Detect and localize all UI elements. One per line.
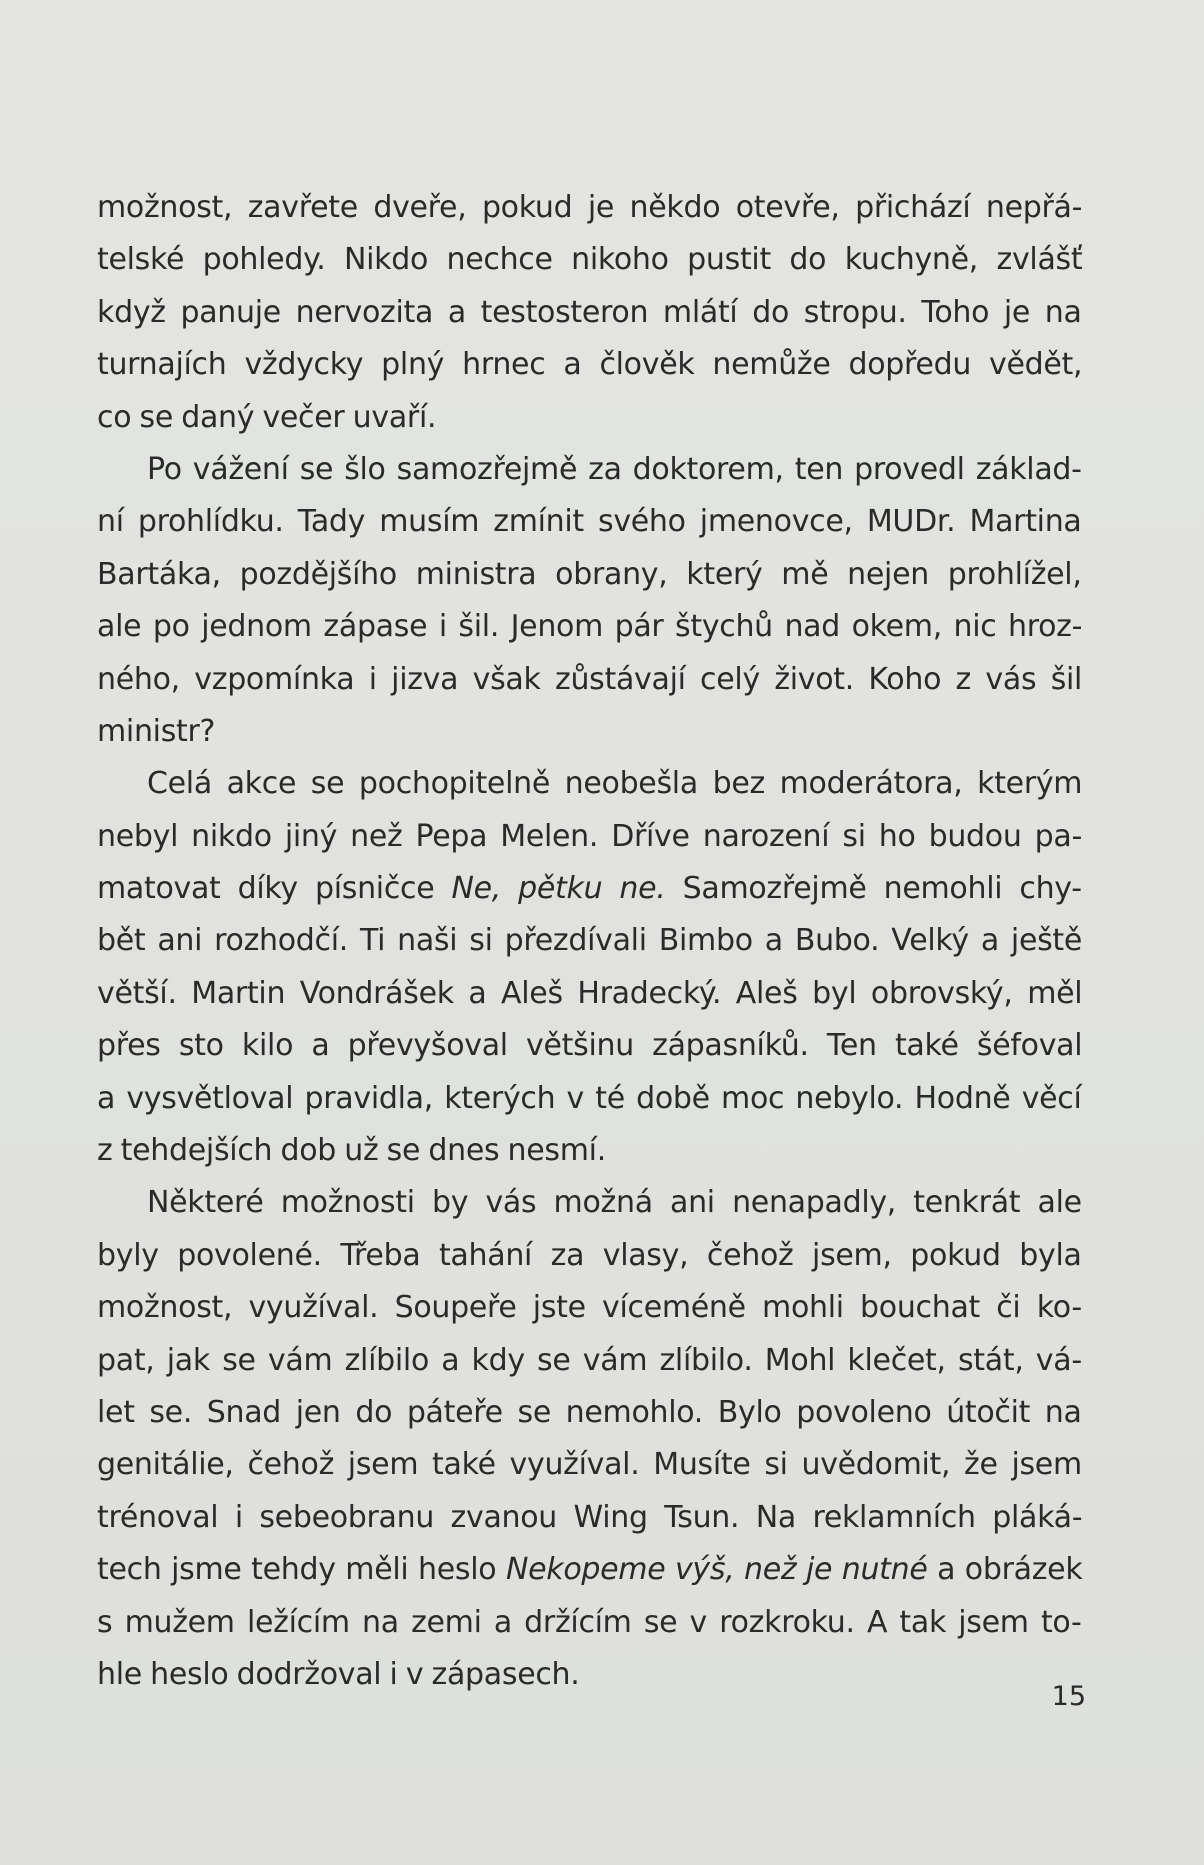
- text-line: [97, 182, 1082, 234]
- text-segment: Celá akce se pochopitelně neobešla bez moderátora, kterým: [147, 766, 1083, 802]
- text-segment: s mužem ležícím na zemi a držícím se v rozkroku. A tak jsem to-: [97, 1604, 1082, 1640]
- text-segment: co se daný večer uvaří.: [97, 399, 437, 435]
- body-text: [97, 182, 1082, 1701]
- text-segment: Po vážení se šlo samozřejmě za doktorem, ten provedl základ-: [147, 451, 1082, 487]
- text-line: [97, 1125, 1082, 1177]
- text-segment: z tehdejších dob už se dnes nesmí.: [97, 1133, 606, 1169]
- paragraph: [97, 758, 1082, 1177]
- text-line: [97, 287, 1082, 339]
- text-line: [97, 601, 1082, 653]
- text-line: [97, 968, 1082, 1020]
- text-line: [97, 1597, 1082, 1649]
- paragraph: [97, 182, 1082, 444]
- text-segment: matovat díky písničce: [97, 871, 452, 907]
- text-segment: Bartáka, pozdějšího ministra obrany, který mě nejen prohlížel,: [97, 556, 1082, 592]
- text-segment: ného, vzpomínka i jizva však zůstávají celý život. Koho z vás šil: [97, 661, 1083, 697]
- text-line: [97, 1230, 1082, 1282]
- text-segment: pat, jak se vám zlíbilo a kdy se vám zlíbilo. Mohl klečet, stát, vá-: [97, 1342, 1082, 1378]
- text-line: [97, 392, 1082, 444]
- text-line: [97, 1282, 1082, 1334]
- text-line: [97, 811, 1082, 863]
- text-line: [97, 1073, 1082, 1125]
- text-line: [97, 1177, 1082, 1229]
- text-segment: bět ani rozhodčí. Ti naši si přezdívali Bimbo a Bubo. Velký a ještě: [97, 923, 1083, 959]
- text-line: [97, 1387, 1082, 1439]
- text-segment: ministr?: [97, 713, 216, 749]
- text-line: [97, 1020, 1082, 1072]
- text-segment: byly povolené. Třeba tahání za vlasy, čehož jsem, pokud byla: [97, 1237, 1082, 1273]
- paragraph: [97, 444, 1082, 758]
- text-line: [97, 706, 1082, 758]
- text-segment: přes sto kilo a převyšoval většinu zápasníků. Ten také šéfoval: [97, 1028, 1083, 1064]
- text-segment: když panuje nervozita a testosteron mlátí do stropu. Toho je na: [97, 294, 1082, 330]
- text-segment: Samozřejmě nemohli chy-: [665, 871, 1082, 907]
- italic-text: Ne, pětku ne.: [451, 871, 666, 907]
- text-line: [97, 1439, 1082, 1491]
- text-line: [97, 1335, 1082, 1387]
- text-line: [97, 339, 1082, 391]
- text-line: [97, 496, 1082, 548]
- text-line: [97, 758, 1082, 810]
- paragraph: [97, 1177, 1082, 1701]
- text-line: [97, 1544, 1082, 1596]
- text-line: [97, 444, 1082, 496]
- text-segment: hle heslo dodržoval i v zápasech.: [97, 1656, 580, 1692]
- text-segment: ale po jednom zápase i šil. Jenom pár štychů nad okem, nic hroz-: [97, 609, 1083, 645]
- text-segment: turnajích vždycky plný hrnec a člověk nemůže dopředu vědět,: [97, 347, 1083, 383]
- text-segment: trénoval i sebeobranu zvanou Wing Tsun. Na reklamních pláká-: [97, 1499, 1083, 1535]
- text-segment: tech jsme tehdy měli heslo: [97, 1552, 506, 1588]
- text-segment: Některé možnosti by vás možná ani nenapadly, tenkrát ale: [147, 1185, 1082, 1221]
- text-segment: telské pohledy. Nikdo nechce nikoho pustit do kuchyně, zvlášť: [97, 242, 1083, 278]
- text-line: [97, 654, 1082, 706]
- text-line: [97, 863, 1082, 915]
- text-segment: ní prohlídku. Tady musím zmínit svého jmenovce, MUDr. Martina: [97, 504, 1082, 540]
- text-segment: let se. Snad jen do páteře se nemohlo. Bylo povoleno útočit na: [97, 1394, 1082, 1430]
- text-line: [97, 915, 1082, 967]
- text-segment: větší. Martin Vondrášek a Aleš Hradecký. Aleš byl obrovský, měl: [97, 975, 1083, 1011]
- italic-text: Nekopeme výš, než je nutné: [505, 1552, 928, 1588]
- text-segment: možnost, zavřete dveře, pokud je někdo otevře, přichází nepřá-: [97, 190, 1083, 225]
- text-line: [97, 1492, 1082, 1544]
- text-segment: a vysvětloval pravidla, kterých v té době moc nebylo. Hodně věcí: [97, 1080, 1082, 1116]
- text-line: [97, 1649, 1082, 1701]
- text-segment: nebyl nikdo jiný než Pepa Melen. Dříve narození si ho budou pa-: [97, 818, 1082, 854]
- text-segment: možnost, využíval. Soupeře jste víceméně mohli bouchat či ko-: [97, 1290, 1082, 1326]
- page-number: 15: [1051, 1681, 1086, 1712]
- text-segment: a obrázek: [927, 1552, 1083, 1588]
- text-line: [97, 234, 1082, 286]
- text-line: [97, 549, 1082, 601]
- text-segment: genitálie, čehož jsem také využíval. Musíte si uvědomit, že jsem: [97, 1447, 1082, 1483]
